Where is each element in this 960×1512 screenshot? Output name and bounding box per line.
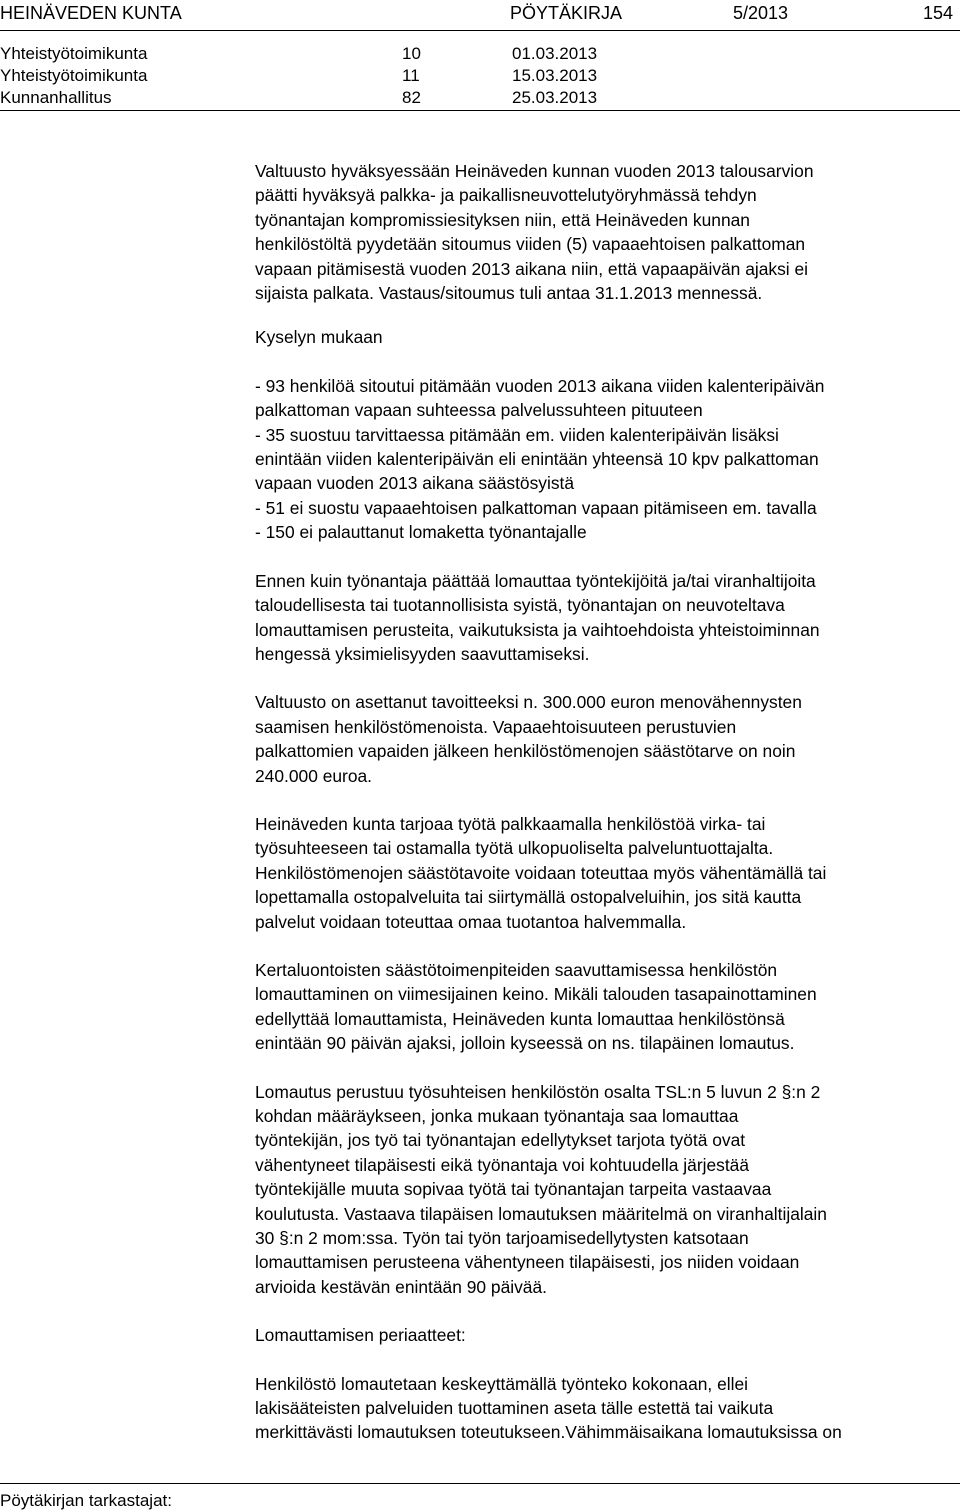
municipality-name: HEINÄVEDEN KUNTA — [0, 3, 182, 23]
paragraph-legal-basis: Lomautus perustuu työsuhteisen henkilöstön osalta TSL:n 5 luvun 2 §:n 2 kohdan määräykseen, jonka mukaan työnantaja saa lomauttaa työntekijän, jos työ tai työnantajan edellytykset tarjota työtä ovat vähentyneet tilapäisesti eikä työnantaja voi kohtuudella järjestää työntekijälle muuta sopivaa työtä tai työnantajan tarpeita vastaavaa koulutusta. Vastaava tilapäisen lomautuksen määritelmä on viranhaltijalain 30 §:n 2 mom:ssa. Työn tai työn tarjoamisedellytysten katsotaan lomauttamisen perusteena vähentyneen tilapäisesti, jos niiden voidaan arvioida kestävän enintään 90 päivää. — [255, 1081, 827, 1297]
header-divider — [0, 30, 960, 31]
document-issue: 5/2013 — [733, 3, 789, 23]
paragraph-service-purchase: Heinäveden kunta tarjoaa työtä palkkaamalla henkilöstöä virka- tai työsuhteeseen tai ostamalla työtä ulkopuoliselta palveluntuottajalta. Henkilöstömenojen säästötavoite voidaan toteuttaa myös vähentämällä tai lopettamalla ostopalveluita tai siirtymällä ostopalveluihin, jos sitä kautta palvelut voidaan toteuttaa omaa tuotantoa halvemmalla. — [255, 813, 827, 932]
meeting-date: 15.03.2013 — [512, 66, 598, 85]
footer-inspectors-label: Pöytäkirjan tarkastajat: — [0, 1491, 172, 1510]
page-number: 154 — [923, 3, 954, 23]
meeting-body: Yhteistyötoimikunta — [0, 44, 148, 63]
paragraph-last-resort: Kertaluontoisten säästötoimenpiteiden saavuttamisessa henkilöstön lomauttaminen on viimesijainen keino. Mikäli talouden tasapainottaminen edellyttää lomauttamista, Heinäveden kunta lomauttaa henkilöstönsä enintään 90 päivän ajaksi, jolloin kyseessä on ns. tilapäinen lomautus. — [255, 959, 817, 1054]
paragraph-survey-results: - 93 henkilöä sitoutui pitämään vuoden 2013 aikana viiden kalenteripäivän palkattoman vapaan suhteessa palvelussuhteen pituuteen - 35 suostuu tarvittaessa pitämään em. viiden kalenteripäivän lisäksi enintään viiden kalenteripäivän eli enintään yhteensä 10 kpv palkattoman vapaan vuoden 2013 aikana säästösyistä - 51 ei suostu vapaaehtoisen palkattoman vapaan pitämiseen em. tavalla - 150 ei palauttanut lomaketta työnantajalle — [255, 375, 825, 543]
meeting-date: 01.03.2013 — [512, 44, 598, 63]
section-number: 82 — [402, 88, 421, 107]
document-type: PÖYTÄKIRJA — [510, 3, 623, 23]
paragraph-savings-target: Valtuusto on asettanut tavoitteeksi n. 300.000 euron menovähennysten saamisen henkilöstömenoista. Vapaaehtoisuuteen perustuvien palkattomien vapaiden jälkeen henkilöstömenojen säästötarve on noin 240.000 euroa. — [255, 692, 802, 786]
paragraph-principles: Henkilöstö lomautetaan keskeyttämällä työnteko kokonaan, ellei lakisääteisten palveluiden tuottaminen aseta tälle estettä tai vaikuta merkittävästi lomautuksen toteutukseen.Vähimmäisaikana lomautuksissa on — [255, 1373, 842, 1443]
section-number: 10 — [402, 44, 421, 63]
meeting-body: Kunnanhallitus — [0, 88, 112, 107]
paragraph-negotiation: Ennen kuin työnantaja päättää lomauttaa työntekijöitä ja/tai viranhaltijoita taloudellisesta tai tuotannollisista syistä, työnantajan on neuvoteltava lomauttamisen perusteita, vaikutuksista ja vaihtoehdoista yhteistoiminnan hengessä yksimielisyyden saavuttamiseksi. — [255, 570, 820, 664]
minutes-body — [255, 159, 955, 1445]
footer-divider — [0, 1483, 960, 1484]
section-heading-principles: Lomauttamisen periaatteet: — [255, 1325, 466, 1346]
meeting-date: 25.03.2013 — [512, 88, 598, 107]
section-number: 11 — [402, 66, 420, 85]
paragraph-survey-heading: Kyselyn mukaan — [255, 327, 383, 348]
meeting-divider — [0, 110, 960, 111]
meeting-body: Yhteistyötoimikunta — [0, 66, 148, 85]
paragraph-budget-decision: Valtuusto hyväksyessään Heinäveden kunnan vuoden 2013 talousarvion päätti hyväksyä palkka- ja paikallisneuvottelutyöryhmässä tehdyn työnantajan kompromissiesityksen niin, että Heinäveden kunnan henkilöstöltä pyydetään sitoumus viiden (5) vapaaehtoisen palkattoman vapaan pitämisestä vuoden 2013 aikana niin, että vapaapäivän ajaksi ei sijaista palkata. Vastaus/sitoumus tuli antaa 31.1.2013 mennessä. — [255, 161, 814, 304]
